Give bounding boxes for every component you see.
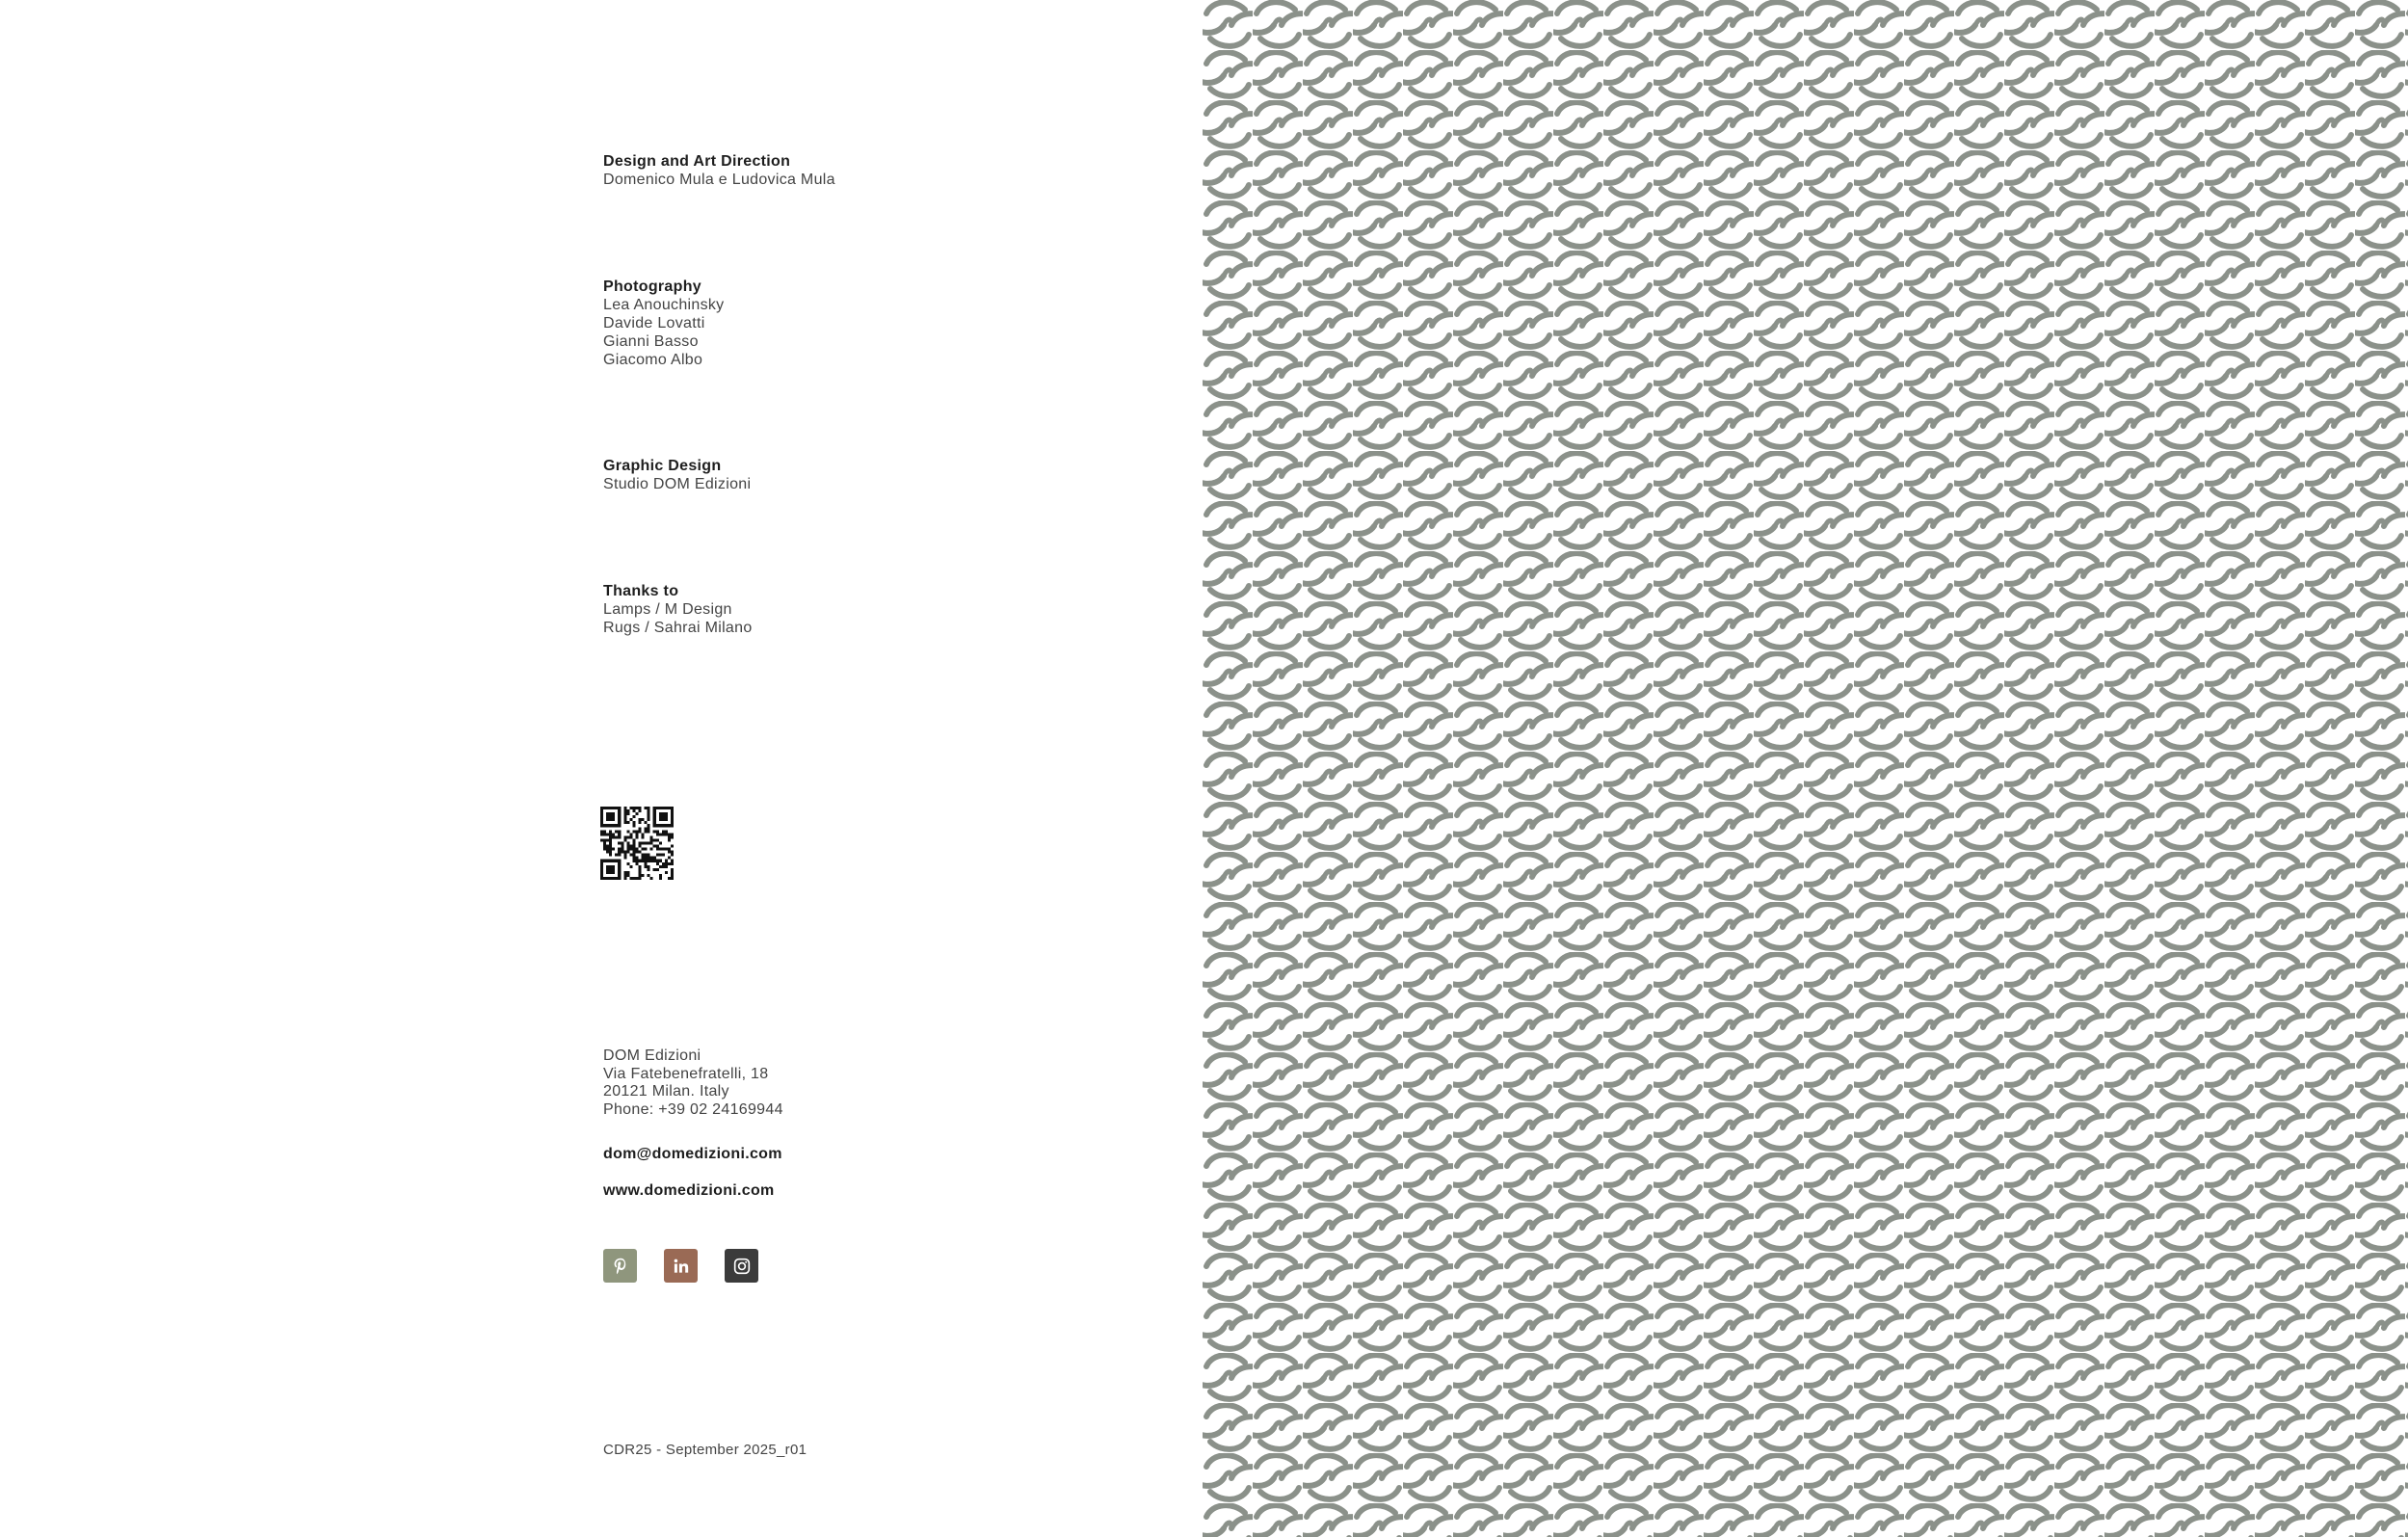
company-name: DOM Edizioni <box>603 1047 701 1064</box>
credit-photography <box>603 278 724 369</box>
email-link[interactable]: dom@domedizioni.com <box>603 1146 782 1162</box>
linkedin-button[interactable] <box>664 1249 698 1283</box>
credit-thanks <box>603 582 753 637</box>
credit-line: Giacomo Albo <box>603 352 703 368</box>
catalog-code: CDR25 - September 2025_r01 <box>603 1442 807 1458</box>
credit-heading: Photography <box>603 278 701 295</box>
credit-line: Studio DOM Edizioni <box>603 476 752 492</box>
credit-line: Lea Anouchinsky <box>603 297 725 313</box>
instagram-button[interactable] <box>725 1249 758 1283</box>
credit-line: Lamps / M Design <box>603 601 732 618</box>
instagram-icon <box>731 1256 753 1277</box>
pattern-panel <box>1203 0 2408 1537</box>
credit-line: Domenico Mula e Ludovica Mula <box>603 172 835 188</box>
website-link[interactable]: www.domedizioni.com <box>603 1182 775 1199</box>
qr-code-icon <box>600 807 674 880</box>
street-address: Via Fatebenefratelli, 18 <box>603 1065 769 1082</box>
credit-line: Gianni Basso <box>603 333 699 350</box>
contact-address <box>603 1047 783 1120</box>
pinterest-icon <box>610 1256 631 1277</box>
credit-line: Rugs / Sahrai Milano <box>603 620 753 636</box>
credit-line: Davide Lovatti <box>603 315 705 331</box>
qr-code[interactable] <box>600 807 674 880</box>
credit-design <box>603 152 835 189</box>
credit-heading: Thanks to <box>603 583 679 599</box>
city-address: 20121 Milan. Italy <box>603 1083 729 1100</box>
pinterest-button[interactable] <box>603 1249 637 1283</box>
phone-number: Phone: +39 02 24169944 <box>603 1101 783 1119</box>
left-page <box>0 0 1203 1537</box>
credit-heading: Design and Art Direction <box>603 153 791 170</box>
credit-graphic-design <box>603 457 751 493</box>
credit-heading: Graphic Design <box>603 458 722 474</box>
linkedin-icon <box>672 1257 691 1276</box>
chain-pattern <box>1203 0 2408 1537</box>
